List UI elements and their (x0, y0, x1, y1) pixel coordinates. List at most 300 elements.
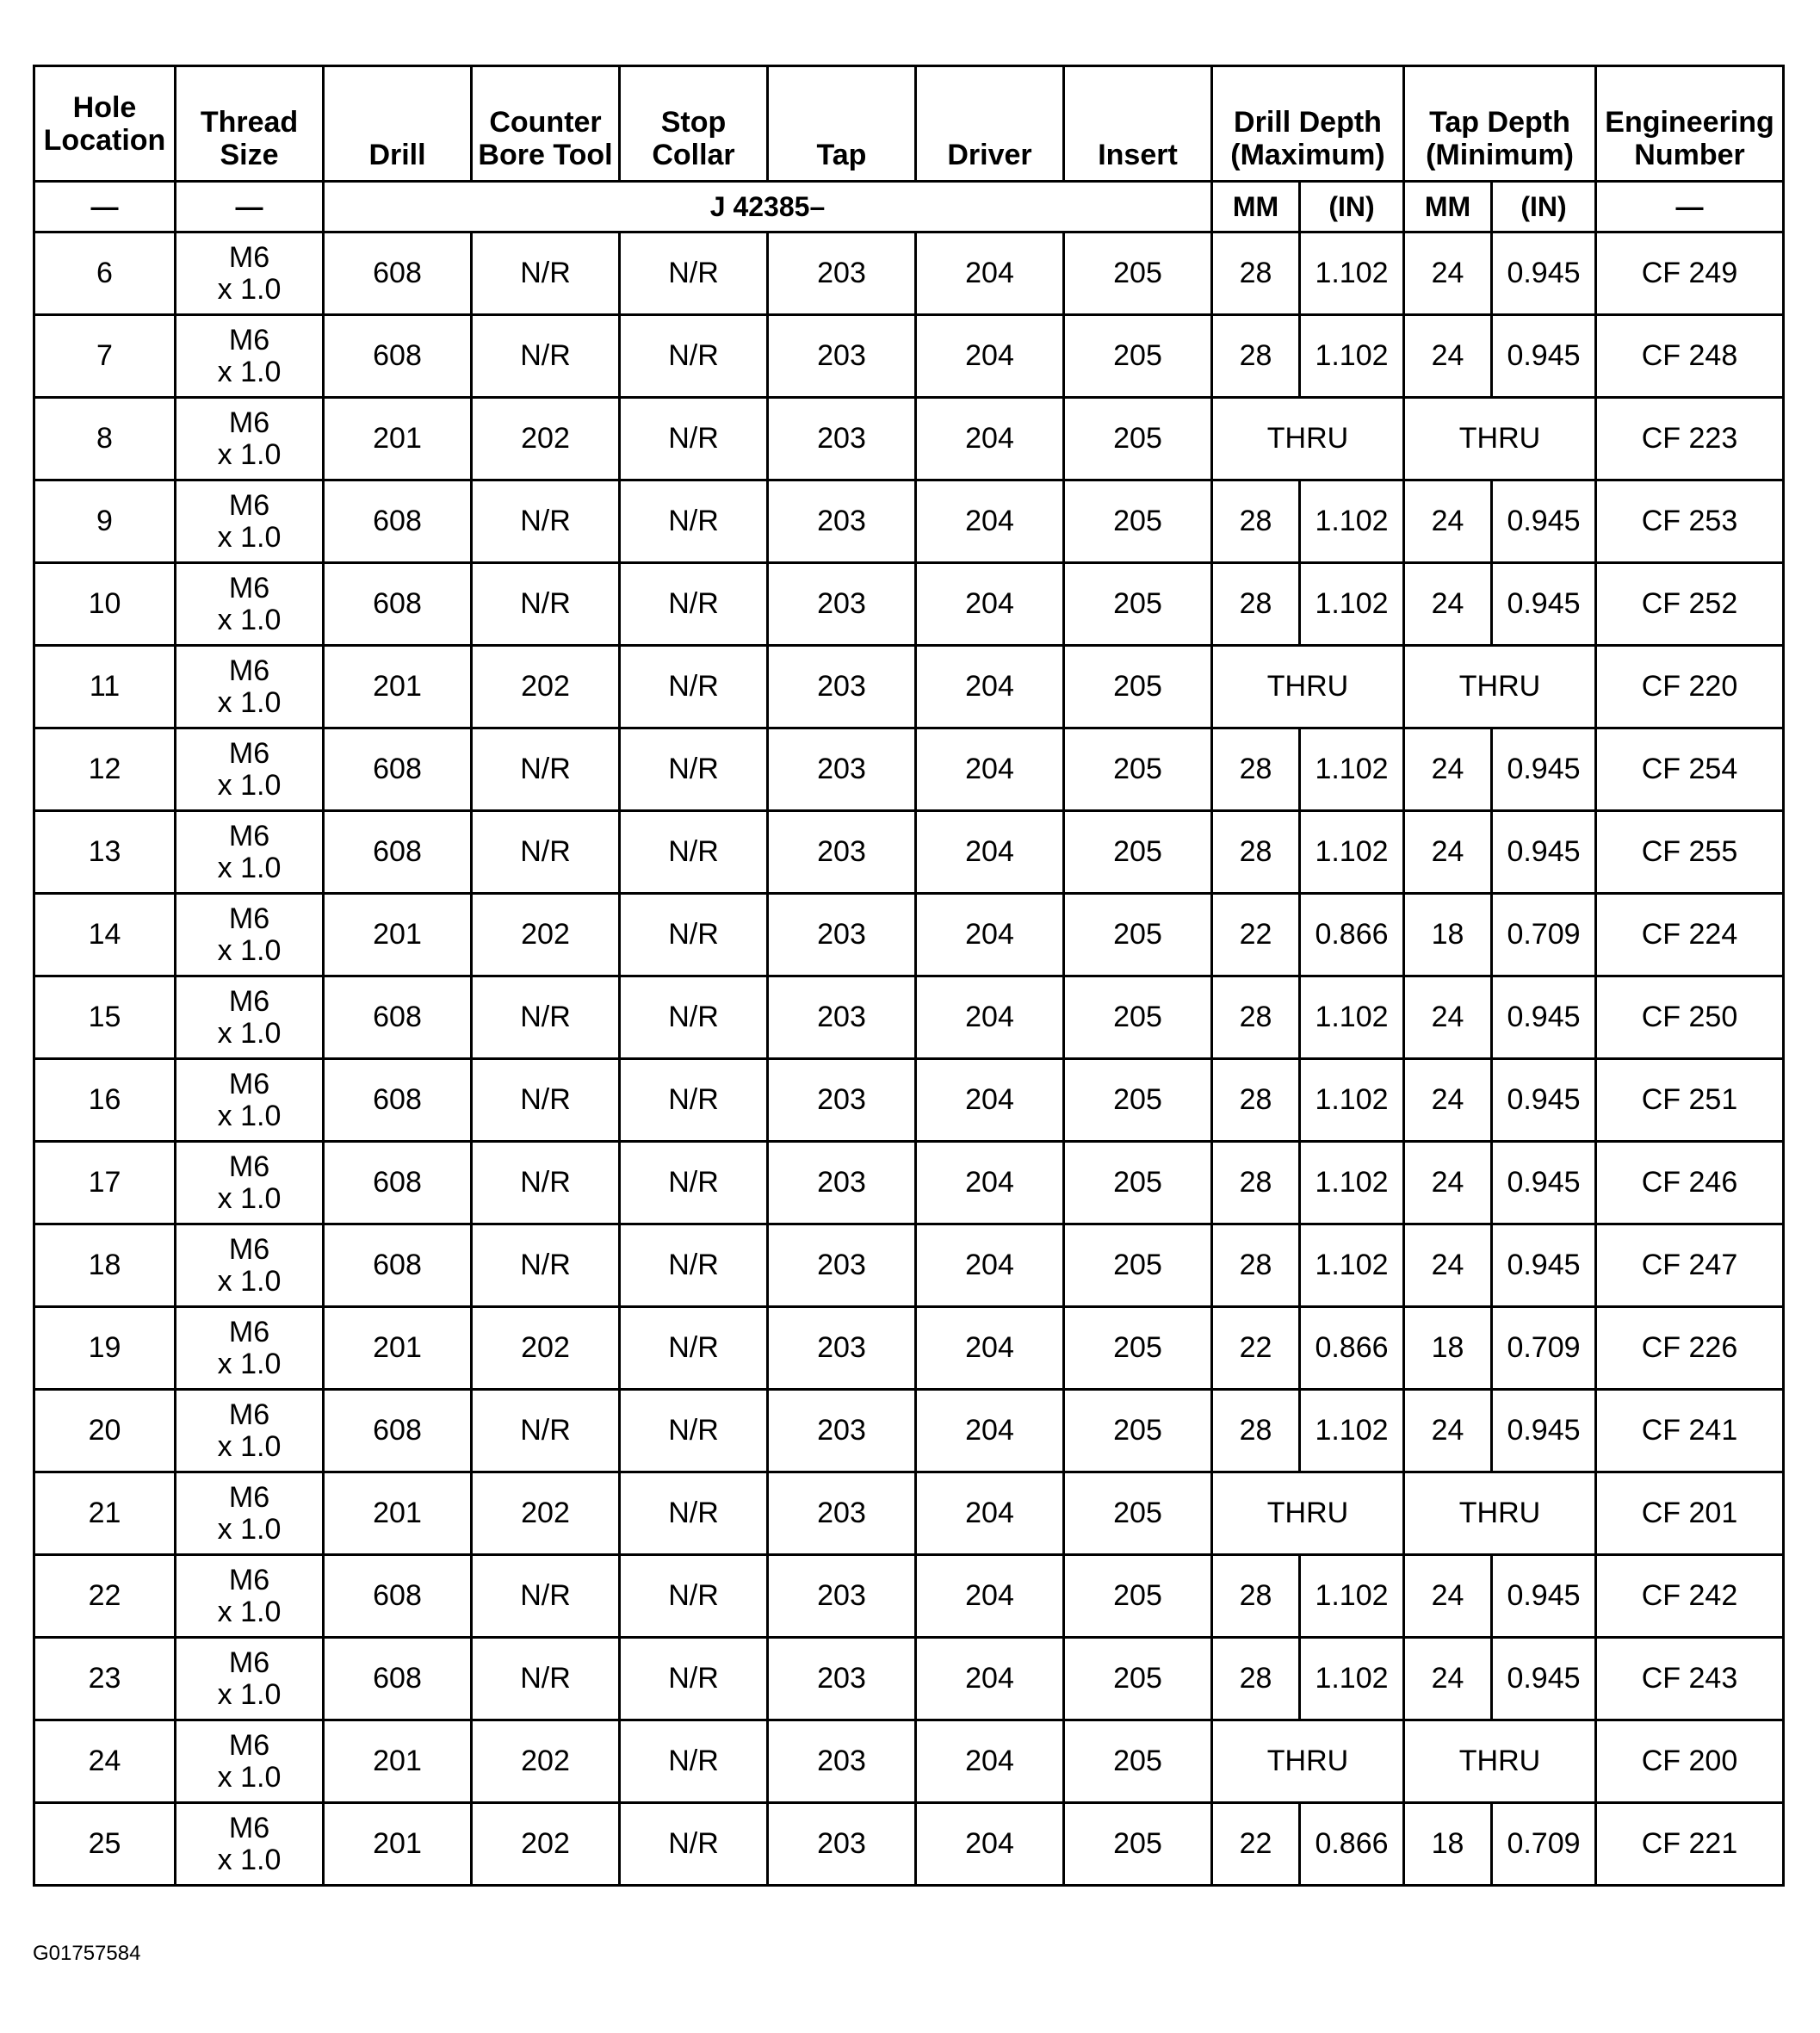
insert-cell: 205 (1064, 398, 1212, 480)
insert-cell: 205 (1064, 1638, 1212, 1720)
tap-cell: 203 (768, 1307, 916, 1390)
table-row (34, 480, 1784, 563)
drill-depth-mm-cell: 28 (1212, 563, 1300, 646)
tap-depth-thru-cell: THRU (1404, 398, 1596, 480)
drill-depth-in-cell: 1.102 (1300, 976, 1404, 1059)
driver-cell: 204 (916, 894, 1064, 976)
thread-size-line-1: M6 (228, 1315, 270, 1348)
tap-depth-mm-cell: 24 (1404, 1059, 1492, 1142)
tap-depth-in-cell: 0.945 (1492, 1555, 1596, 1638)
drill-depth-in-cell: 1.102 (1300, 1638, 1404, 1720)
tap-depth-mm-cell: 24 (1404, 976, 1492, 1059)
drill-cell: 608 (324, 315, 472, 398)
counter-bore-tool-cell: N/R (472, 1555, 620, 1638)
drill-depth-in-cell: 1.102 (1300, 1390, 1404, 1472)
hole-location-cell: 8 (34, 398, 176, 480)
thread-size-line-2: x 1.0 (217, 1429, 282, 1463)
tap-depth-thru-cell: THRU (1404, 1720, 1596, 1803)
thread-size-line-1: M6 (228, 1563, 270, 1596)
thread-size-line-2: x 1.0 (217, 1760, 282, 1794)
hole-location-cell: 13 (34, 811, 176, 894)
counter-bore-tool-cell: N/R (472, 1390, 620, 1472)
thread-size-line-1: M6 (228, 323, 270, 356)
tap-depth-mm-cell: 18 (1404, 1803, 1492, 1886)
insert-cell: 205 (1064, 315, 1212, 398)
drill-cell: 608 (324, 811, 472, 894)
thread-size-cell (176, 1307, 324, 1390)
thread-size-cell (176, 1142, 324, 1224)
hole-location-cell: 22 (34, 1555, 176, 1638)
stop-collar-cell: N/R (620, 232, 768, 315)
hole-location-cell: 21 (34, 1472, 176, 1555)
drill-depth-in-cell: 1.102 (1300, 480, 1404, 563)
drill-depth-in-cell: 0.866 (1300, 894, 1404, 976)
engineering-number-cell: CF 243 (1596, 1638, 1784, 1720)
tap-depth-mm-cell: 24 (1404, 315, 1492, 398)
tap-cell: 203 (768, 1803, 916, 1886)
engineering-number-cell: CF 220 (1596, 646, 1784, 728)
counter-bore-tool-cell: 202 (472, 398, 620, 480)
stop-collar-cell: N/R (620, 1803, 768, 1886)
tap-depth-in-cell: 0.945 (1492, 1059, 1596, 1142)
thread-size-line-1: M6 (228, 1811, 270, 1844)
tap-depth-in-cell: 0.945 (1492, 563, 1596, 646)
thread-size-line-2: x 1.0 (217, 1016, 282, 1050)
thread-size-line-1: M6 (228, 1398, 270, 1431)
thread-size-line-1: M6 (228, 1150, 270, 1183)
tap-depth-mm-cell: 24 (1404, 480, 1492, 563)
stop-collar-cell: N/R (620, 811, 768, 894)
header-insert: Insert (1064, 66, 1212, 182)
engineering-number-cell: CF 242 (1596, 1555, 1784, 1638)
engineering-number-cell: CF 221 (1596, 1803, 1784, 1886)
thread-size-line-1: M6 (228, 984, 270, 1018)
stop-collar-cell: N/R (620, 1390, 768, 1472)
counter-bore-tool-cell: N/R (472, 232, 620, 315)
tap-cell: 203 (768, 811, 916, 894)
units-tap-in: (IN) (1492, 182, 1596, 232)
hole-location-cell: 6 (34, 232, 176, 315)
drill-depth-mm-cell: 28 (1212, 232, 1300, 315)
driver-cell: 204 (916, 976, 1064, 1059)
hole-location-cell: 25 (34, 1803, 176, 1886)
table-row (34, 894, 1784, 976)
counter-bore-tool-cell: N/R (472, 976, 620, 1059)
tap-depth-thru-cell: THRU (1404, 646, 1596, 728)
stop-collar-cell: N/R (620, 315, 768, 398)
drill-cell: 608 (324, 728, 472, 811)
stop-collar-cell: N/R (620, 728, 768, 811)
units-tap-mm: MM (1404, 182, 1492, 232)
driver-cell: 204 (916, 1472, 1064, 1555)
counter-bore-tool-cell: N/R (472, 315, 620, 398)
engineering-number-cell: CF 226 (1596, 1307, 1784, 1390)
stop-collar-cell: N/R (620, 1307, 768, 1390)
drill-cell: 608 (324, 563, 472, 646)
engineering-number-cell: CF 251 (1596, 1059, 1784, 1142)
table-row (34, 728, 1784, 811)
thread-size-line-2: x 1.0 (217, 520, 282, 554)
drill-cell: 201 (324, 1307, 472, 1390)
thread-size-line-1: M6 (228, 1480, 270, 1514)
drill-cell: 201 (324, 1472, 472, 1555)
thread-size-cell (176, 728, 324, 811)
tap-cell: 203 (768, 398, 916, 480)
counter-bore-tool-cell: N/R (472, 1142, 620, 1224)
thread-size-cell (176, 1720, 324, 1803)
insert-cell: 205 (1064, 1472, 1212, 1555)
counter-bore-tool-cell: 202 (472, 1307, 620, 1390)
hole-location-cell: 24 (34, 1720, 176, 1803)
tap-depth-mm-cell: 24 (1404, 1555, 1492, 1638)
drill-cell: 608 (324, 480, 472, 563)
thread-size-line-2: x 1.0 (217, 355, 282, 388)
insert-cell: 205 (1064, 976, 1212, 1059)
thread-size-line-2: x 1.0 (217, 685, 282, 719)
tap-cell: 203 (768, 1142, 916, 1224)
tap-depth-mm-cell: 24 (1404, 1390, 1492, 1472)
stop-collar-cell: N/R (620, 976, 768, 1059)
engineering-number-cell: CF 255 (1596, 811, 1784, 894)
driver-cell: 204 (916, 1803, 1064, 1886)
table-row (34, 563, 1784, 646)
tool-number-prefix: J 42385– (324, 182, 1212, 232)
hole-location-cell: 19 (34, 1307, 176, 1390)
tap-depth-mm-cell: 24 (1404, 811, 1492, 894)
counter-bore-tool-cell: N/R (472, 480, 620, 563)
specification-table (33, 65, 1785, 1887)
stop-collar-cell: N/R (620, 398, 768, 480)
drill-cell: 201 (324, 894, 472, 976)
drill-depth-in-cell: 1.102 (1300, 1555, 1404, 1638)
tap-depth-in-cell: 0.709 (1492, 894, 1596, 976)
thread-size-line-2: x 1.0 (217, 437, 282, 471)
tap-depth-in-cell: 0.945 (1492, 1638, 1596, 1720)
insert-cell: 205 (1064, 563, 1212, 646)
tap-depth-mm-cell: 24 (1404, 563, 1492, 646)
units-hole-location (34, 182, 176, 232)
thread-size-line-2: x 1.0 (217, 1512, 282, 1546)
insert-cell: 205 (1064, 1142, 1212, 1224)
tap-depth-mm-cell: 24 (1404, 1638, 1492, 1720)
tap-cell: 203 (768, 315, 916, 398)
drill-depth-mm-cell: 28 (1212, 1638, 1300, 1720)
counter-bore-tool-cell: 202 (472, 1472, 620, 1555)
hole-location-cell: 20 (34, 1390, 176, 1472)
drill-depth-in-cell: 1.102 (1300, 1059, 1404, 1142)
drill-cell: 201 (324, 646, 472, 728)
tap-cell: 203 (768, 1224, 916, 1307)
header-tap: Tap (768, 66, 916, 182)
stop-collar-cell: N/R (620, 1720, 768, 1803)
units-thread-size-text: — (235, 190, 263, 222)
drill-depth-mm-cell: 28 (1212, 1555, 1300, 1638)
thread-size-line-2: x 1.0 (217, 1843, 282, 1876)
header-engineering-number: Engineering Number (1596, 66, 1784, 182)
thread-size-line-2: x 1.0 (217, 1677, 282, 1711)
insert-cell: 205 (1064, 232, 1212, 315)
thread-size-cell (176, 811, 324, 894)
thread-size-cell (176, 480, 324, 563)
engineering-number-cell: CF 254 (1596, 728, 1784, 811)
tap-depth-mm-cell: 24 (1404, 232, 1492, 315)
header-hole-location: Hole Location (34, 66, 176, 182)
drill-depth-mm-cell: 22 (1212, 1803, 1300, 1886)
table-row (34, 398, 1784, 480)
drill-cell: 608 (324, 976, 472, 1059)
thread-size-line-1: M6 (228, 736, 270, 770)
drill-cell: 201 (324, 1803, 472, 1886)
tap-depth-thru-cell: THRU (1404, 1472, 1596, 1555)
driver-cell: 204 (916, 480, 1064, 563)
thread-size-line-2: x 1.0 (217, 768, 282, 802)
hole-location-cell: 11 (34, 646, 176, 728)
drill-depth-mm-cell: 28 (1212, 480, 1300, 563)
stop-collar-cell: N/R (620, 646, 768, 728)
insert-cell: 205 (1064, 1390, 1212, 1472)
tap-depth-mm-cell: 24 (1404, 728, 1492, 811)
thread-size-cell (176, 563, 324, 646)
engineering-number-cell: CF 241 (1596, 1390, 1784, 1472)
thread-size-cell (176, 1803, 324, 1886)
driver-cell: 204 (916, 811, 1064, 894)
hole-location-cell: 7 (34, 315, 176, 398)
thread-size-line-1: M6 (228, 406, 270, 439)
insert-cell: 205 (1064, 1803, 1212, 1886)
thread-size-line-1: M6 (228, 240, 270, 274)
header-thread-size: Thread Size (176, 66, 324, 182)
drill-depth-mm-cell: 28 (1212, 1224, 1300, 1307)
units-drill-in: (IN) (1300, 182, 1404, 232)
thread-size-cell (176, 646, 324, 728)
thread-size-line-1: M6 (228, 819, 270, 852)
tap-depth-mm-cell: 24 (1404, 1224, 1492, 1307)
drill-depth-in-cell: 0.866 (1300, 1803, 1404, 1886)
tap-cell: 203 (768, 480, 916, 563)
counter-bore-tool-cell: 202 (472, 646, 620, 728)
stop-collar-cell: N/R (620, 894, 768, 976)
header-stop-collar: Stop Collar (620, 66, 768, 182)
thread-size-cell (176, 894, 324, 976)
table-row (34, 1472, 1784, 1555)
tap-depth-mm-cell: 24 (1404, 1142, 1492, 1224)
table-row (34, 646, 1784, 728)
driver-cell: 204 (916, 1390, 1064, 1472)
table-row (34, 1390, 1784, 1472)
tap-depth-in-cell: 0.945 (1492, 480, 1596, 563)
thread-size-cell (176, 1472, 324, 1555)
driver-cell: 204 (916, 1142, 1064, 1224)
drill-cell: 201 (324, 1720, 472, 1803)
tap-cell: 203 (768, 1638, 916, 1720)
thread-size-line-1: M6 (228, 902, 270, 935)
hole-location-cell: 9 (34, 480, 176, 563)
hole-location-cell: 16 (34, 1059, 176, 1142)
tap-cell: 203 (768, 1390, 916, 1472)
drill-cell: 201 (324, 398, 472, 480)
drill-depth-in-cell: 1.102 (1300, 315, 1404, 398)
hole-location-cell: 17 (34, 1142, 176, 1224)
driver-cell: 204 (916, 1638, 1064, 1720)
thread-size-cell (176, 398, 324, 480)
thread-size-line-2: x 1.0 (217, 1264, 282, 1298)
thread-size-line-1: M6 (228, 571, 270, 604)
tap-cell: 203 (768, 1720, 916, 1803)
tap-depth-in-cell: 0.945 (1492, 976, 1596, 1059)
drill-depth-thru-cell: THRU (1212, 646, 1404, 728)
tap-cell: 203 (768, 1059, 916, 1142)
thread-size-line-1: M6 (228, 488, 270, 522)
engineering-number-cell: CF 200 (1596, 1720, 1784, 1803)
thread-size-line-1: M6 (228, 1646, 270, 1679)
units-thread-size (176, 182, 324, 232)
drill-depth-mm-cell: 28 (1212, 811, 1300, 894)
drill-cell: 608 (324, 232, 472, 315)
driver-cell: 204 (916, 728, 1064, 811)
tap-depth-in-cell: 0.709 (1492, 1803, 1596, 1886)
insert-cell: 205 (1064, 811, 1212, 894)
hole-location-cell: 15 (34, 976, 176, 1059)
counter-bore-tool-cell: N/R (472, 563, 620, 646)
units-engineering-number: — (1596, 182, 1784, 232)
table-row (34, 1638, 1784, 1720)
stop-collar-cell: N/R (620, 1059, 768, 1142)
counter-bore-tool-cell: 202 (472, 1720, 620, 1803)
table-row (34, 232, 1784, 315)
drill-depth-mm-cell: 28 (1212, 1142, 1300, 1224)
engineering-number-cell: CF 248 (1596, 315, 1784, 398)
table-body (34, 232, 1784, 1886)
drill-depth-mm-cell: 28 (1212, 1059, 1300, 1142)
tap-cell: 203 (768, 563, 916, 646)
stop-collar-cell: N/R (620, 1472, 768, 1555)
driver-cell: 204 (916, 232, 1064, 315)
engineering-number-cell: CF 246 (1596, 1142, 1784, 1224)
drill-depth-mm-cell: 28 (1212, 315, 1300, 398)
tap-depth-in-cell: 0.709 (1492, 1307, 1596, 1390)
drill-depth-in-cell: 1.102 (1300, 811, 1404, 894)
table-row (34, 1224, 1784, 1307)
table-row (34, 1142, 1784, 1224)
engineering-number-cell: CF 252 (1596, 563, 1784, 646)
tap-depth-in-cell: 0.945 (1492, 811, 1596, 894)
thread-size-line-1: M6 (228, 1232, 270, 1266)
drill-depth-mm-cell: 28 (1212, 976, 1300, 1059)
hole-location-cell: 14 (34, 894, 176, 976)
tap-depth-mm-cell: 18 (1404, 894, 1492, 976)
drill-cell: 608 (324, 1390, 472, 1472)
driver-cell: 204 (916, 1307, 1064, 1390)
drill-depth-in-cell: 1.102 (1300, 1142, 1404, 1224)
driver-cell: 204 (916, 563, 1064, 646)
counter-bore-tool-cell: N/R (472, 1224, 620, 1307)
units-drill-mm: MM (1212, 182, 1300, 232)
thread-size-line-2: x 1.0 (217, 603, 282, 636)
counter-bore-tool-cell: N/R (472, 728, 620, 811)
driver-cell: 204 (916, 1059, 1064, 1142)
insert-cell: 205 (1064, 480, 1212, 563)
tap-depth-in-cell: 0.945 (1492, 232, 1596, 315)
hole-location-cell: 23 (34, 1638, 176, 1720)
tap-cell: 203 (768, 646, 916, 728)
engineering-number-cell: CF 250 (1596, 976, 1784, 1059)
drill-depth-thru-cell: THRU (1212, 398, 1404, 480)
thread-size-line-2: x 1.0 (217, 851, 282, 884)
stop-collar-cell: N/R (620, 1638, 768, 1720)
engineering-number-cell: CF 249 (1596, 232, 1784, 315)
insert-cell: 205 (1064, 1720, 1212, 1803)
hole-location-cell: 18 (34, 1224, 176, 1307)
drill-depth-thru-cell: THRU (1212, 1472, 1404, 1555)
tap-depth-in-cell: 0.945 (1492, 728, 1596, 811)
table-row (34, 811, 1784, 894)
thread-size-cell (176, 976, 324, 1059)
drill-depth-mm-cell: 22 (1212, 894, 1300, 976)
thread-size-line-2: x 1.0 (217, 933, 282, 967)
insert-cell: 205 (1064, 728, 1212, 811)
thread-size-line-2: x 1.0 (217, 1595, 282, 1628)
drill-cell: 608 (324, 1555, 472, 1638)
insert-cell: 205 (1064, 1059, 1212, 1142)
drill-depth-in-cell: 1.102 (1300, 728, 1404, 811)
thread-size-line-1: M6 (228, 1067, 270, 1100)
figure-id: G01757584 (33, 1942, 141, 1965)
thread-size-cell (176, 315, 324, 398)
counter-bore-tool-cell: 202 (472, 894, 620, 976)
table-row (34, 1307, 1784, 1390)
drill-cell: 608 (324, 1142, 472, 1224)
stop-collar-cell: N/R (620, 1224, 768, 1307)
table-row (34, 1803, 1784, 1886)
drill-cell: 608 (324, 1059, 472, 1142)
tap-depth-in-cell: 0.945 (1492, 315, 1596, 398)
thread-size-line-2: x 1.0 (217, 1347, 282, 1380)
table-row (34, 1555, 1784, 1638)
table-row (34, 1059, 1784, 1142)
header-drill-depth: Drill Depth (Maximum) (1212, 66, 1404, 182)
drill-depth-in-cell: 0.866 (1300, 1307, 1404, 1390)
insert-cell: 205 (1064, 1555, 1212, 1638)
driver-cell: 204 (916, 1555, 1064, 1638)
tap-cell: 203 (768, 728, 916, 811)
header-drill: Drill (324, 66, 472, 182)
thread-size-line-1: M6 (228, 1728, 270, 1762)
stop-collar-cell: N/R (620, 563, 768, 646)
insert-cell: 205 (1064, 1224, 1212, 1307)
insert-cell: 205 (1064, 646, 1212, 728)
header-counter-bore-tool: Counter Bore Tool (472, 66, 620, 182)
tap-cell: 203 (768, 894, 916, 976)
tap-cell: 203 (768, 1555, 916, 1638)
stop-collar-cell: N/R (620, 1142, 768, 1224)
counter-bore-tool-cell: N/R (472, 1638, 620, 1720)
stop-collar-cell: N/R (620, 1555, 768, 1638)
units-row (34, 182, 1784, 232)
tap-cell: 203 (768, 976, 916, 1059)
drill-cell: 608 (324, 1224, 472, 1307)
drill-depth-in-cell: 1.102 (1300, 563, 1404, 646)
drill-depth-thru-cell: THRU (1212, 1720, 1404, 1803)
drill-cell: 608 (324, 1638, 472, 1720)
engineering-number-cell: CF 224 (1596, 894, 1784, 976)
counter-bore-tool-cell: N/R (472, 1059, 620, 1142)
drill-depth-mm-cell: 28 (1212, 1390, 1300, 1472)
table-row (34, 315, 1784, 398)
thread-size-cell (176, 232, 324, 315)
driver-cell: 204 (916, 646, 1064, 728)
drill-depth-in-cell: 1.102 (1300, 232, 1404, 315)
column-header-row (34, 66, 1784, 182)
